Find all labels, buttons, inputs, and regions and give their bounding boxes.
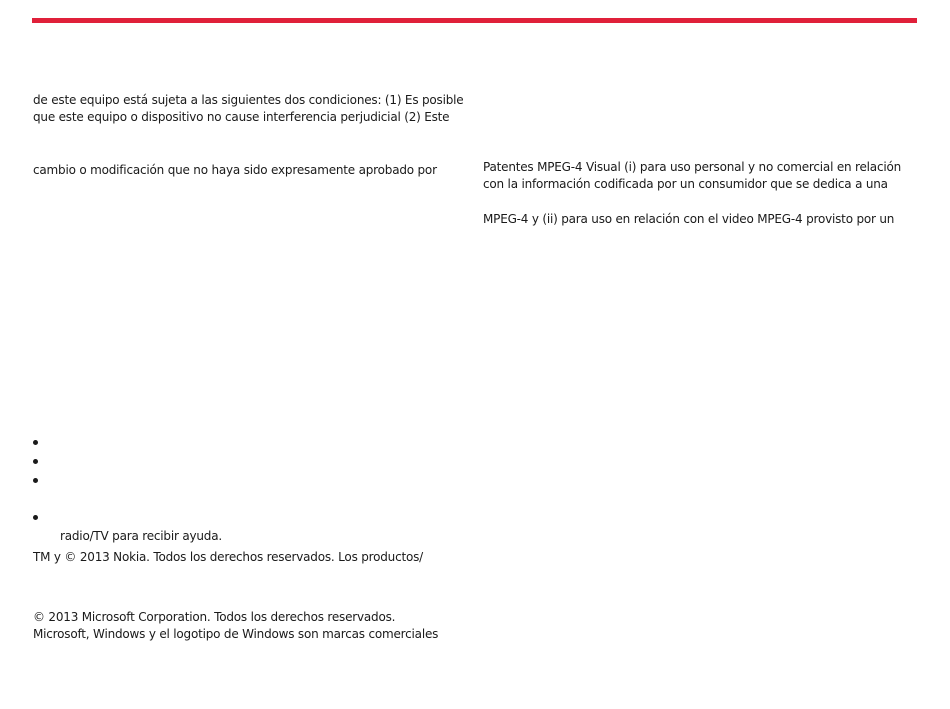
left-para2: cambio o modificación que no haya sido expresamente aprobado por: [33, 163, 437, 177]
left-para1-line2: que este equipo o dispositivo no cause interferencia perjudicial (2) Este: [33, 110, 450, 124]
bullet-marker-2: [33, 455, 41, 463]
header-accent-rule: [32, 18, 917, 23]
copyright-microsoft-line2: Microsoft, Windows y el logotipo de Windows son marcas comerciales: [33, 627, 439, 641]
copyright-microsoft-line1: © 2013 Microsoft Corporation. Todos los derechos reservados.: [33, 610, 396, 624]
bullet-continuation-text: radio/TV para recibir ayuda.: [60, 529, 222, 543]
bullet-marker-3: [33, 474, 41, 482]
right-para2: MPEG-4 y (ii) para uso en relación con el video MPEG-4 provisto por un: [483, 212, 895, 226]
right-para1-line2: con la información codificada por un consumidor que se dedica a una: [483, 177, 888, 191]
copyright-nokia: TM y © 2013 Nokia. Todos los derechos reservados. Los productos/: [33, 550, 424, 564]
right-para1-line1: Patentes MPEG-4 Visual (i) para uso personal y no comercial en relación: [483, 160, 902, 174]
left-para1-line1: de este equipo está sujeta a las siguientes dos condiciones: (1) Es posible: [33, 93, 464, 107]
bullet-marker-1: [33, 436, 41, 444]
bullet-marker-4: [33, 511, 41, 519]
